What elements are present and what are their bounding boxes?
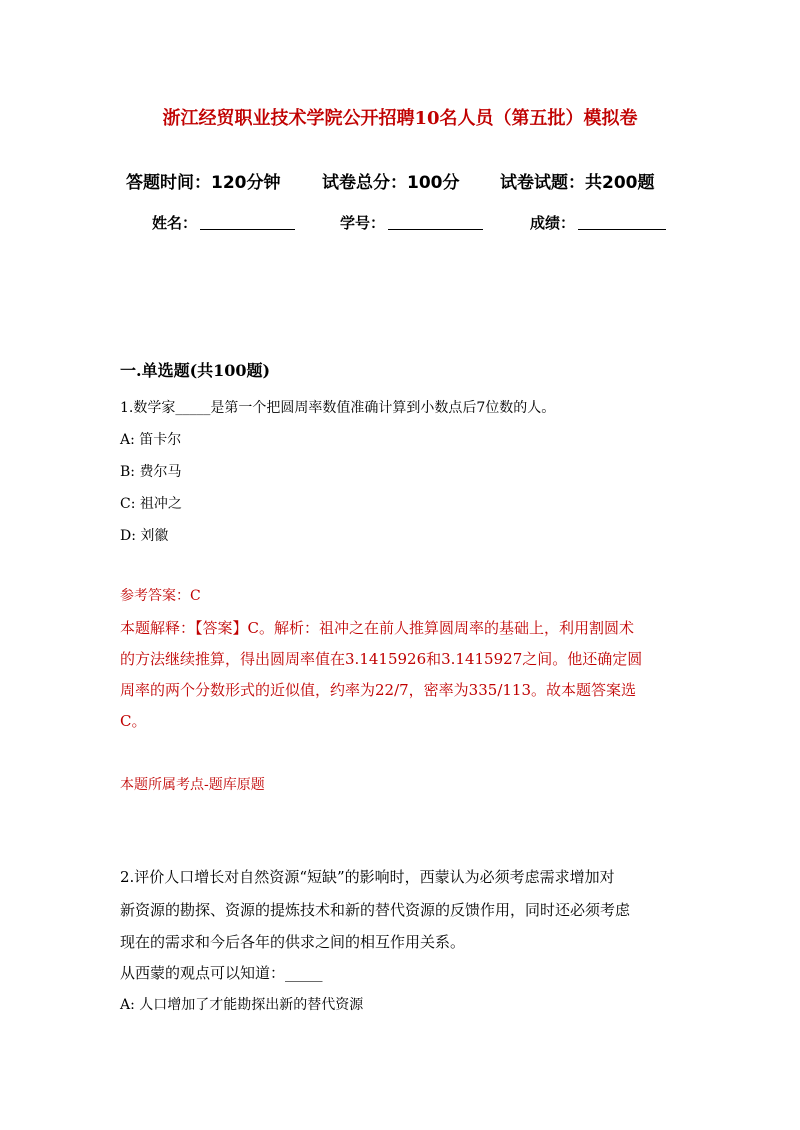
score-blank[interactable] bbox=[578, 229, 666, 230]
question-2-option-a: A: 人口增加了才能勘探出新的替代资源 bbox=[120, 997, 364, 1013]
question-1-analysis-line: 的方法继续推算，得出圆周率值在3.1415926和3.1415927之间。他还确定圆 bbox=[120, 650, 643, 668]
question-1-stem: 1.数学家_____是第一个把圆周率数值准确计算到小数点后7位数的人。 bbox=[120, 400, 556, 416]
question-2-stem-line: 新资源的勘探、资源的提炼技术和新的替代资源的反馈作用，同时还必须考虑 bbox=[120, 901, 631, 919]
name-blank[interactable] bbox=[200, 229, 295, 230]
question-1-option-a: A: 笛卡尔 bbox=[120, 432, 182, 448]
section-title: 一.单选题(共100题) bbox=[120, 361, 271, 380]
exam-total-score: 试卷总分：100分 bbox=[322, 173, 460, 193]
question-2-stem-line: 从西蒙的观点可以知道：_____ bbox=[120, 964, 323, 982]
question-1-answer: 参考答案：C bbox=[120, 588, 201, 604]
name-label: 姓名： bbox=[152, 214, 198, 232]
exam-time: 答题时间：120分钟 bbox=[126, 173, 281, 193]
exam-question-count: 试卷试题：共200题 bbox=[500, 173, 655, 193]
question-1-option-c: C: 祖冲之 bbox=[120, 496, 182, 512]
score-label: 成绩： bbox=[530, 214, 576, 232]
question-1-analysis-line: 周率的两个分数形式的近似值，约率为22/7，密率为335/113。故本题答案选 bbox=[120, 681, 637, 699]
exam-title: 浙江经贸职业技术学院公开招聘10名人员（第五批）模拟卷 bbox=[162, 108, 638, 129]
question-1-analysis-line: C。 bbox=[120, 712, 147, 730]
question-2-stem-line: 现在的需求和今后各年的供求之间的相互作用关系。 bbox=[120, 933, 466, 951]
question-1-option-b: B: 费尔马 bbox=[120, 464, 182, 480]
question-2-stem-line: 2.评价人口增长对自然资源“短缺”的影响时，西蒙认为必须考虑需求增加对 bbox=[120, 868, 615, 886]
question-1-option-d: D: 刘徽 bbox=[120, 528, 169, 544]
question-1-analysis-line: 本题解释：【答案】C。解析：祖冲之在前人推算圆周率的基础上，利用割圆术 bbox=[120, 619, 634, 637]
student-id-label: 学号： bbox=[340, 214, 386, 232]
question-1-point: 本题所属考点-题库原题 bbox=[120, 777, 265, 793]
student-id-blank[interactable] bbox=[388, 229, 483, 230]
